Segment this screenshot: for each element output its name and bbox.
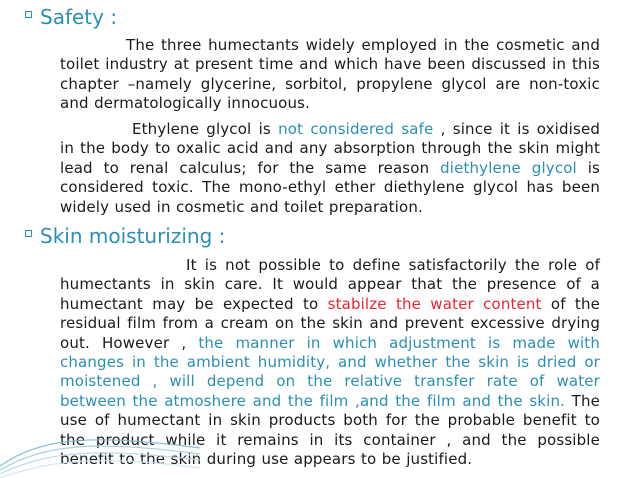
safety-paragraph-2 — [60, 120, 600, 217]
text-run: Ethylene glycol is — [132, 120, 279, 138]
text-run: The three humectants widely employed in the cosmetic and toilet industry at present time and which have been discussed in this chapter –namely glycerine, sorbitol, propylene glycol are non-toxic and dermatologically innocuous. — [60, 36, 600, 113]
section-heading-skin-moisturizing: Skin moisturizing : — [40, 224, 226, 248]
emphasis-stabilze-water-content: stabilze the water content — [327, 294, 542, 313]
hollow-square-bullet-icon — [25, 11, 32, 18]
section-heading-safety: Safety : — [40, 5, 118, 29]
text-run: The use of humectant in skin products both for the probable benefit to the product while it remains in its container , and the possible benefit to the skin during use appears to be justified. — [60, 391, 600, 469]
text-run: It is not possible to define satisfactorily the role of humectants in skin care. It would appear that the presence of a humectant may be expected to — [60, 256, 600, 313]
skin-moisturizing-paragraph — [60, 256, 600, 469]
text-run: of the residual film from a cream on the skin and prevent excessive drying out. However , — [60, 294, 600, 352]
safety-paragraph-1 — [60, 36, 600, 114]
text-run: is considered toxic. The mono-ethyl ether diethylene glycol has been widely used in cosmetic and toilet preparation. — [60, 158, 601, 216]
hollow-square-bullet-icon — [25, 230, 32, 237]
emphasis-humidity-adjustment: the manner in which adjustment is made with changes in the ambient humidity, and whether the skin is dried or moistened , will depend on the relative transfer rate of water between the atmoshere and the film ,and the film and the skin. — [60, 333, 600, 410]
text-run: , since it is oxidised in the body to oxalic acid and any absorption through the skin might lead to renal calculus; for the same reason — [60, 120, 600, 177]
emphasis-not-considered-safe: not considered safe — [278, 120, 434, 138]
emphasis-diethylene-glycol: diethylene glycol — [440, 158, 577, 177]
